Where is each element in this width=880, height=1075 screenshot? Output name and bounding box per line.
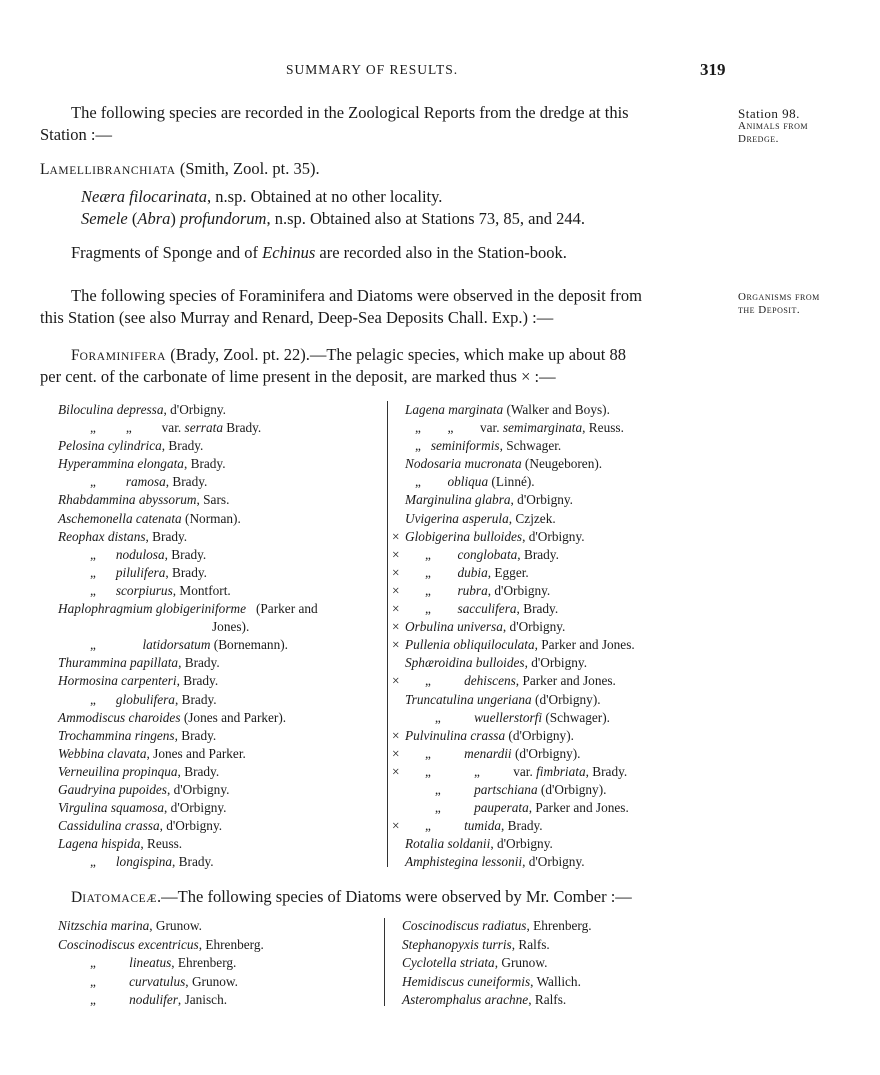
species-name: Trochammina ringens xyxy=(58,727,175,743)
species-author: , d'Orbigny. xyxy=(522,854,585,870)
species-name: Marginulina glabra xyxy=(405,492,511,508)
species-row xyxy=(58,654,380,672)
species-name: longispina xyxy=(115,854,173,870)
ditto-prefix: „ xyxy=(405,673,465,689)
species-author: , Brady. xyxy=(183,456,226,472)
pelagic-mark: × xyxy=(392,528,400,544)
species-author: , Czjzek. xyxy=(508,510,556,526)
ditto-prefix: „ xyxy=(90,546,116,562)
heading-rest: IATOMACEÆ xyxy=(82,893,158,905)
pelagic-mark: × xyxy=(392,546,400,562)
species-name: Lagena hispida xyxy=(58,836,141,852)
species-row xyxy=(392,727,722,745)
species-name: Globigerina bulloides xyxy=(405,528,523,544)
species-author: , Brady. xyxy=(585,763,628,779)
species-row xyxy=(58,528,380,546)
species-author: , Parker and Jones. xyxy=(515,673,616,689)
species-row xyxy=(58,991,378,1010)
ditto-prefix: „ xyxy=(90,854,116,870)
column-divider xyxy=(387,401,388,867)
species-row xyxy=(58,799,380,817)
species-author: , Ralfs. xyxy=(528,992,567,1007)
text: are recorded also in the Station-book. xyxy=(315,243,567,262)
heading-rest: AMELLIBRANCHIATA xyxy=(49,165,176,177)
pelagic-mark: × xyxy=(392,818,400,834)
species-name: menardii xyxy=(464,745,512,761)
ditto-prefix: „ xyxy=(90,474,126,490)
species-author: , Reuss. xyxy=(582,420,624,436)
species-author: (Norman). xyxy=(181,510,241,526)
species-author: , Ralfs. xyxy=(511,936,550,952)
species-row xyxy=(58,917,378,936)
species-author: , Brady. xyxy=(516,601,559,617)
margin-note-line: Animals from xyxy=(738,120,809,132)
species-author: , d'Orbigny. xyxy=(163,402,226,417)
heading-text: (Brady, Zool. pt. 22).—The pelagic species, which make up about 88 xyxy=(166,345,626,364)
species-author: , Sars. xyxy=(196,492,230,508)
species-name: Gaudryina pupoides xyxy=(58,781,167,797)
text: Fragments of Sponge and of xyxy=(71,243,263,262)
ditto-prefix: „ xyxy=(405,474,448,490)
para2-line2: this Station (see also Murray and Renard, Deep-Sea Deposits Chall. Exp.) :— xyxy=(40,308,554,327)
species-author: (d'Orbigny). xyxy=(511,745,581,761)
species-row xyxy=(58,618,380,636)
margin-note-line: the Deposit. xyxy=(738,304,801,316)
species-name: Sphæroidina bulloides xyxy=(405,655,525,671)
species-row xyxy=(58,745,380,763)
species-name: Thurammina papillata xyxy=(58,655,179,671)
species-author: , d'Orbigny. xyxy=(159,818,223,834)
species-author: , Brady. xyxy=(174,727,217,743)
species-name: fimbriata xyxy=(536,763,586,779)
species-author: , Ehrenberg. xyxy=(526,918,592,933)
ditto-prefix: „ xyxy=(90,992,130,1007)
species-name: scorpiurus xyxy=(115,582,173,598)
species-author: , Brady. xyxy=(517,546,559,562)
species-author: , Brady. xyxy=(176,673,219,689)
column-divider xyxy=(384,918,385,1006)
species-row xyxy=(402,936,722,955)
species-name: Asteromphalus arachne xyxy=(402,992,529,1007)
ditto-prefix: „ xyxy=(405,709,475,725)
fragments-line xyxy=(71,242,567,264)
species-author: , Egger. xyxy=(487,564,529,580)
species-name: Stephanopyxis turris xyxy=(402,936,512,952)
ditto-prefix: „ xyxy=(90,564,116,580)
species-author: (Bornemann). xyxy=(210,637,288,653)
species-row xyxy=(392,654,722,672)
species-name: profundorum xyxy=(179,209,267,228)
species-semele xyxy=(81,208,585,230)
pelagic-mark: × xyxy=(392,637,400,653)
species-row xyxy=(58,954,378,973)
species-author: , Ehrenberg. xyxy=(171,955,237,970)
species-name: Webbina clavata xyxy=(58,745,147,761)
species-row xyxy=(58,600,380,618)
species-name: Reophax distans xyxy=(58,528,146,544)
species-row xyxy=(392,691,722,709)
species-note: , n.sp. Obtained also at Stations 73, 85, and 244. xyxy=(266,209,585,228)
species-row xyxy=(392,817,722,835)
ditto-prefix: „ xyxy=(405,546,458,562)
species-name: Nodosaria mucronata xyxy=(405,456,522,472)
species-row xyxy=(58,727,380,745)
species-row xyxy=(392,853,722,871)
species-name: partschiana xyxy=(474,781,538,797)
species-author: , Ehrenberg. xyxy=(198,936,264,952)
species-name: dehiscens xyxy=(464,673,516,689)
pelagic-mark: × xyxy=(392,601,400,617)
species-author: , Parker and Jones. xyxy=(528,800,629,816)
species-row xyxy=(58,763,380,781)
species-name: Neæra filocarinata xyxy=(81,187,208,206)
species-name: Lagena marginata xyxy=(405,402,504,417)
species-author: , Grunow. xyxy=(149,918,202,933)
species-author: , Brady. xyxy=(145,528,188,544)
species-row xyxy=(58,691,380,709)
pelagic-mark: × xyxy=(392,619,400,635)
species-row xyxy=(392,709,722,727)
species-name: Semele xyxy=(81,209,128,228)
species-author: Jones). xyxy=(212,619,250,635)
species-author: (Parker and xyxy=(246,601,318,617)
species-row xyxy=(58,636,380,654)
species-row xyxy=(58,419,380,437)
species-row xyxy=(392,799,722,817)
species-row xyxy=(58,781,380,799)
ditto-prefix: „ „ var. xyxy=(405,763,537,779)
para1-line2: Station :— xyxy=(40,125,112,144)
pelagic-mark: × xyxy=(392,727,400,743)
species-author: (Jones and Parker). xyxy=(180,709,287,725)
species-author: , Brady. xyxy=(501,818,543,834)
page-number: 319 xyxy=(700,60,726,79)
species-name: Echinus xyxy=(262,243,316,262)
species-name: Rotalia soldanii xyxy=(405,836,491,852)
species-author: (Neugeboren). xyxy=(521,456,603,472)
species-name: obliqua xyxy=(447,474,489,490)
species-author: , d'Orbigny. xyxy=(524,655,588,671)
species-author: , Parker and Jones. xyxy=(534,637,635,653)
pelagic-mark: × xyxy=(392,564,400,580)
species-name: latidorsatum xyxy=(142,637,211,653)
para1-line1: The following species are recorded in the Zoological Reports from the dredge at this xyxy=(71,103,629,122)
species-row xyxy=(392,672,722,690)
species-name: Amphistegina lessonii xyxy=(405,854,523,870)
ditto-prefix: „ xyxy=(90,955,130,970)
species-name: Orbulina universa xyxy=(405,619,503,635)
species-row xyxy=(58,936,378,955)
species-name: lineatus xyxy=(129,955,172,970)
species-author: , d'Orbigny. xyxy=(510,492,574,508)
ditto-prefix: „ xyxy=(90,637,143,653)
species-name: Virgulina squamosa xyxy=(58,800,165,816)
foraminifera-heading-line1 xyxy=(71,344,626,368)
species-row xyxy=(58,491,380,509)
species-row xyxy=(392,510,722,528)
margin-note-line: Organisms from xyxy=(738,291,820,303)
ditto-prefix: „ „ var. xyxy=(90,420,185,436)
species-author: , Brady. xyxy=(165,474,208,490)
species-name: Hemidiscus cuneiformis xyxy=(402,973,531,989)
species-neaera xyxy=(81,186,442,208)
species-author: , Wallich. xyxy=(530,973,581,989)
diatoms-right-column xyxy=(402,917,722,1010)
species-row xyxy=(58,546,380,564)
ditto-prefix: „ xyxy=(90,582,116,598)
ditto-prefix: „ xyxy=(405,564,458,580)
species-row xyxy=(392,582,722,600)
ditto-prefix: „ xyxy=(405,438,431,454)
heading-ref: (Smith, Zool. pt. 35). xyxy=(175,159,320,178)
species-name: Truncatulina ungeriana xyxy=(405,691,532,707)
species-row xyxy=(392,437,722,455)
species-row xyxy=(58,473,380,491)
margin-note-organisms xyxy=(738,291,820,317)
species-row xyxy=(392,763,722,781)
species-row xyxy=(392,473,722,491)
species-row xyxy=(58,401,380,419)
species-note: , n.sp. Obtained at no other locality. xyxy=(207,187,443,206)
species-name: Pullenia obliquiloculata xyxy=(405,637,535,653)
species-row xyxy=(392,401,722,419)
ditto-prefix: „ xyxy=(90,973,130,989)
species-author: , Brady. xyxy=(172,854,214,870)
species-name: Cyclotella striata xyxy=(402,955,495,970)
species-row xyxy=(58,455,380,473)
species-name: Ammodiscus charoides xyxy=(58,709,181,725)
species-author: , Brady. xyxy=(174,691,217,707)
species-author: , d'Orbigny. xyxy=(522,528,585,544)
species-row xyxy=(402,917,722,936)
species-name: dubia xyxy=(457,564,488,580)
species-name: Nitzschia marina xyxy=(58,918,150,933)
species-row xyxy=(392,618,722,636)
species-row xyxy=(392,455,722,473)
species-author: Brady. xyxy=(222,420,262,436)
heading-initial: L xyxy=(40,161,50,178)
species-name: Verneuilina propinqua xyxy=(58,763,178,779)
para2-line1: The following species of Foraminifera and Diatoms were observed in the deposit from xyxy=(71,286,642,305)
species-row xyxy=(402,991,722,1010)
species-name: Cassidulina crassa xyxy=(58,818,160,834)
species-name: nodulifer xyxy=(129,992,178,1007)
species-name: Pelosina cylindrica xyxy=(58,438,162,454)
species-author: , Grunow. xyxy=(494,955,548,970)
species-name: nodulosa xyxy=(115,546,165,562)
species-row xyxy=(58,582,380,600)
species-author: , Brady. xyxy=(178,655,220,671)
species-author: (d'Orbigny). xyxy=(537,781,607,797)
species-author: , Brady. xyxy=(161,438,204,454)
margin-note-line: Dredge. xyxy=(738,133,779,145)
species-name: curvatulus xyxy=(129,973,186,989)
pelagic-mark: × xyxy=(392,745,400,761)
species-author: , d'Orbigny. xyxy=(502,619,566,635)
species-author: (Walker and Boys). xyxy=(503,402,610,417)
species-name: Coscinodiscus radiatus xyxy=(402,918,527,933)
diatoms-left-column xyxy=(58,917,378,1010)
ditto-prefix: „ xyxy=(405,582,458,598)
ditto-prefix: „ xyxy=(405,601,458,617)
species-name: Abra xyxy=(137,209,171,228)
species-author: (d'Orbigny). xyxy=(531,691,601,707)
species-author: , Jones and Parker. xyxy=(146,745,246,761)
species-row xyxy=(392,636,722,654)
pelagic-mark: × xyxy=(392,763,400,779)
species-row xyxy=(58,817,380,835)
species-row xyxy=(58,709,380,727)
pelagic-mark: × xyxy=(392,673,400,689)
heading-text: .—The following species of Diatoms were observed by Mr. Comber :— xyxy=(157,887,632,906)
species-name: tumida xyxy=(464,818,502,834)
species-name: serrata xyxy=(184,420,223,436)
species-author: , Schwager. xyxy=(499,438,562,454)
species-author: , d'Orbigny. xyxy=(487,582,551,598)
ditto-prefix: „ xyxy=(405,745,465,761)
species-name: Hormosina carpenteri xyxy=(58,673,177,689)
species-row xyxy=(392,528,722,546)
species-author: , d'Orbigny. xyxy=(490,836,553,852)
pelagic-mark: × xyxy=(392,582,400,598)
margin-note-station xyxy=(738,107,808,146)
species-name: Haplophragmium globigeriniforme xyxy=(58,601,247,617)
species-author: , Janisch. xyxy=(177,992,228,1007)
species-row xyxy=(402,954,722,973)
species-name: rubra xyxy=(457,582,488,598)
species-author: , Reuss. xyxy=(140,836,183,852)
species-name: Hyperammina elongata xyxy=(58,456,184,472)
species-name: globulifera xyxy=(115,691,175,707)
species-name: ramosa xyxy=(125,474,166,490)
heading-initial: F xyxy=(71,347,80,364)
species-row xyxy=(58,973,378,992)
margin-note-line: Station 98. xyxy=(738,106,800,121)
species-name: Rhabdammina abyssorum xyxy=(58,492,197,508)
species-name: pauperata xyxy=(474,800,529,816)
species-row xyxy=(58,853,380,871)
species-name: wuellerstorfi xyxy=(474,709,543,725)
species-author: (Schwager). xyxy=(542,709,610,725)
species-author: , Brady. xyxy=(164,546,207,562)
heading-rest: ORAMINIFERA xyxy=(79,351,167,363)
species-author: , Grunow. xyxy=(185,973,238,989)
species-author: (d'Orbigny). xyxy=(505,727,574,743)
species-row xyxy=(392,546,722,564)
species-name: Coscinodiscus excentricus xyxy=(58,936,199,952)
lamellibranchiata-heading xyxy=(40,158,320,182)
species-name: sacculifera xyxy=(457,601,517,617)
paren: ) xyxy=(170,209,180,228)
paren: ( xyxy=(127,209,138,228)
foraminifera-left-column xyxy=(58,401,380,871)
ditto-prefix: „ „ var. xyxy=(405,420,503,436)
ditto-prefix: „ xyxy=(405,781,475,797)
ditto-prefix: „ xyxy=(405,818,465,834)
species-row xyxy=(58,672,380,690)
species-name: conglobata xyxy=(457,546,518,562)
species-name: semimarginata xyxy=(502,420,583,436)
species-name: Pulvinulina crassa xyxy=(405,727,506,743)
species-row xyxy=(392,745,722,763)
species-row xyxy=(392,600,722,618)
species-row xyxy=(58,564,380,582)
species-author: , d'Orbigny. xyxy=(164,800,227,816)
foraminifera-heading-line2: per cent. of the carbonate of lime present in the deposit, are marked thus × :— xyxy=(40,367,556,386)
species-author: , d'Orbigny. xyxy=(166,781,230,797)
species-row xyxy=(402,973,722,992)
species-row xyxy=(392,419,722,437)
species-name: pilulifera xyxy=(115,564,166,580)
species-name: Aschemonella catenata xyxy=(58,510,182,526)
species-row xyxy=(392,835,722,853)
heading-initial: D xyxy=(71,889,83,906)
species-name: Uvigerina asperula xyxy=(405,510,509,526)
ditto-prefix: „ xyxy=(405,800,475,816)
foraminifera-right-column xyxy=(392,401,722,871)
species-row xyxy=(58,437,380,455)
running-head: SUMMARY OF RESULTS. xyxy=(286,62,459,77)
ditto-prefix: „ xyxy=(90,691,116,707)
species-row xyxy=(392,781,722,799)
species-name: seminiformis xyxy=(430,438,500,454)
species-name: Biloculina depressa xyxy=(58,402,164,417)
species-author: , Brady. xyxy=(165,564,207,580)
species-row xyxy=(392,564,722,582)
species-row xyxy=(58,835,380,853)
species-author: , Montfort. xyxy=(172,582,231,598)
species-author: (Linné). xyxy=(488,474,535,490)
species-row xyxy=(58,510,380,528)
species-author: , Brady. xyxy=(177,763,220,779)
species-row xyxy=(392,491,722,509)
diatomaceae-heading xyxy=(71,886,632,910)
